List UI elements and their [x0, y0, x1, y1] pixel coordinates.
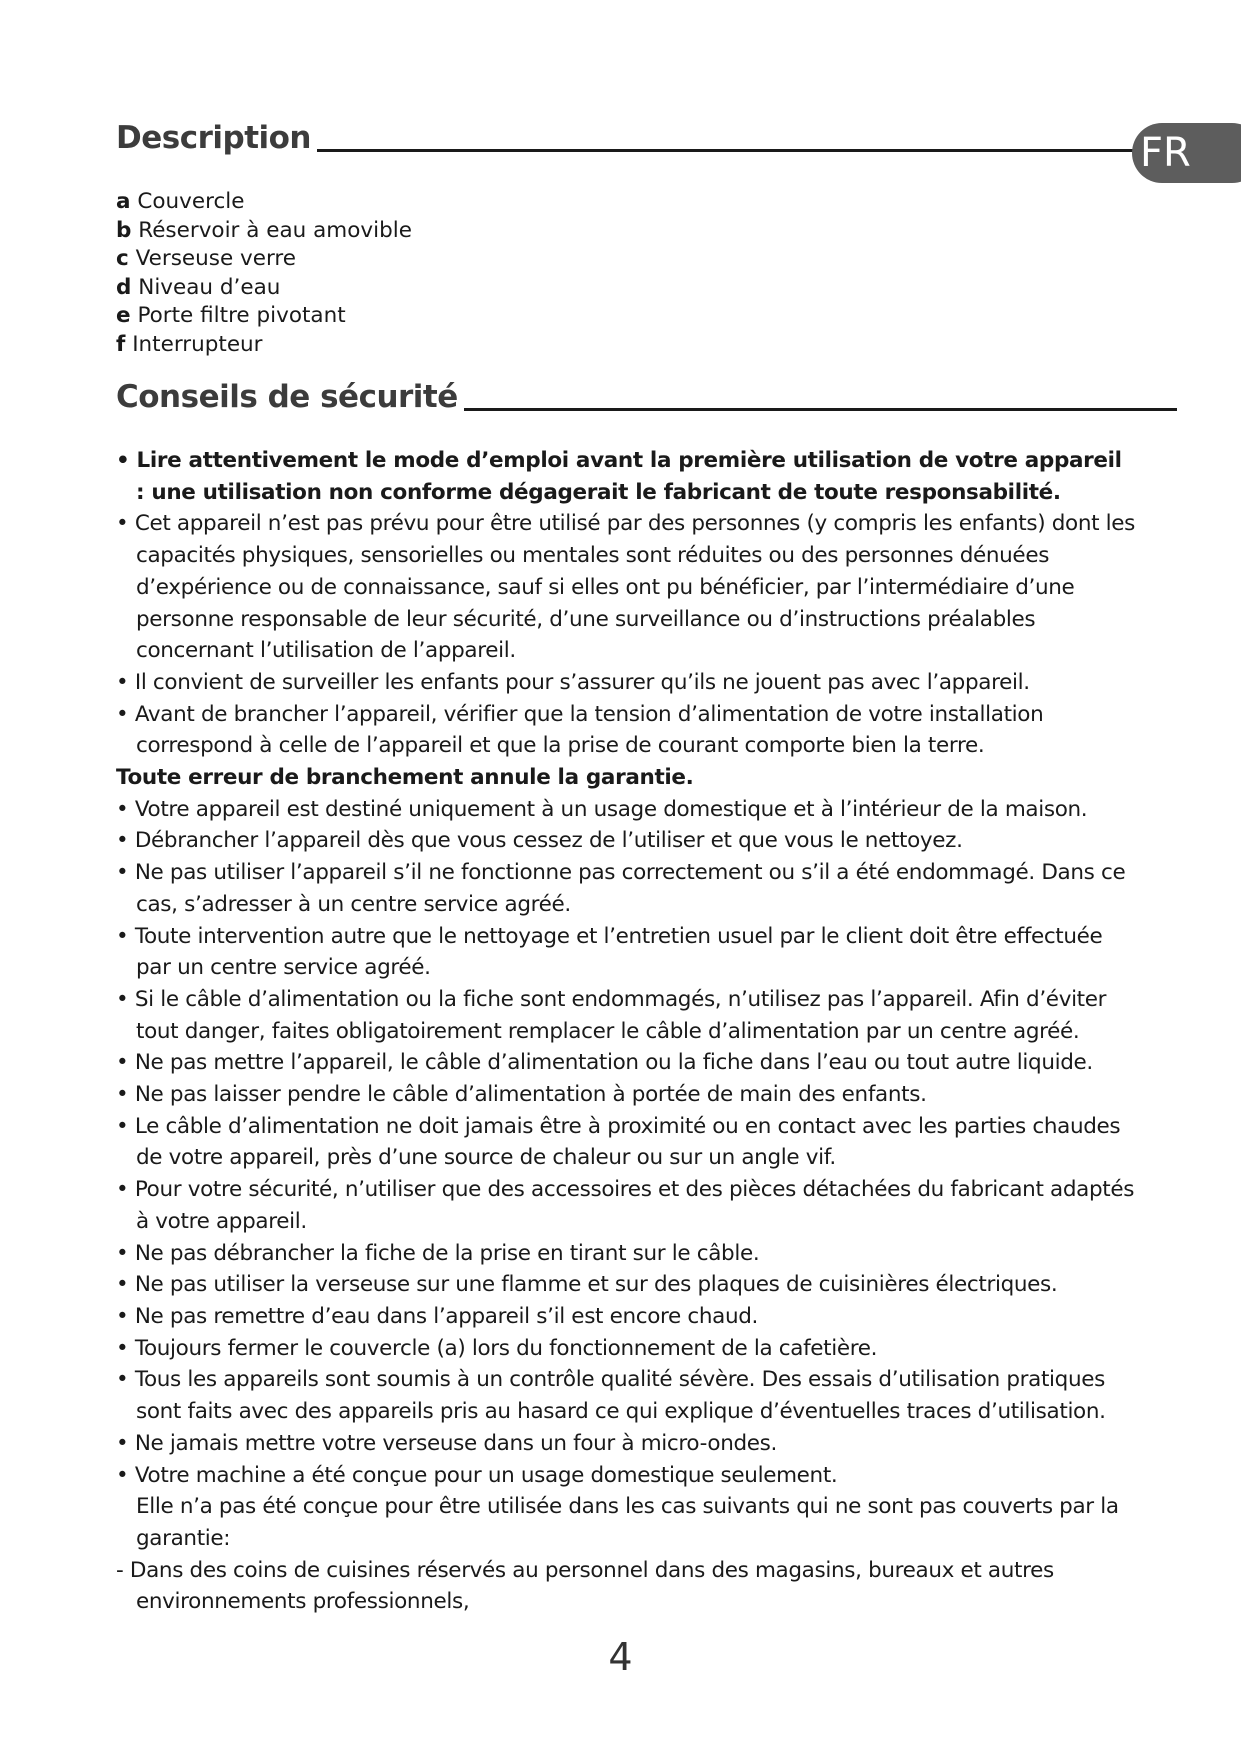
list-item — [116, 274, 412, 303]
item-text: Réservoir à eau amovible — [138, 217, 412, 243]
list-item — [116, 217, 412, 246]
safety-item — [116, 794, 1136, 826]
safety-item — [116, 1269, 1136, 1301]
exclusion-item — [116, 1555, 1136, 1618]
safety-item-text: Ne pas utiliser l’appareil s’il ne fonctionne pas correctement ou s’il a été endommagé. Dans ce cas, s’adresser à un centre service agréé. — [134, 860, 1126, 917]
safety-item — [116, 1428, 1136, 1460]
bullet: • — [116, 1335, 129, 1361]
safety-item — [116, 1111, 1136, 1174]
domestic-note: Elle n’a pas été conçue pour être utilisée dans les cas suivants qui ne sont pas couverts par la garantie: — [136, 1494, 1119, 1551]
safety-item-text: Toute intervention autre que le nettoyage et l’entretien usuel par le client doit être effectuée par un centre service agréé. — [134, 923, 1103, 981]
bullet: • — [116, 511, 129, 537]
bullet: • — [116, 1367, 129, 1393]
safety-item — [116, 1238, 1136, 1270]
safety-item — [116, 1364, 1136, 1427]
bullet: • — [116, 796, 129, 822]
item-key: e — [116, 303, 131, 328]
bullet: • — [116, 986, 129, 1012]
safety-item-text: Ne pas débrancher la fiche de la prise en tirant sur le câble. — [134, 1240, 760, 1266]
safety-item — [116, 1174, 1136, 1237]
safety-item-text: Avant de brancher l’appareil, vérifier que la tension d’alimentation de votre installation correspond à celle de l’appareil et que la prise de courant comporte bien la terre. — [134, 701, 1044, 759]
safety-item-text: Si le câble d’alimentation ou la fiche sont endommagés, n’utilisez pas l’appareil. Afin d’éviter tout danger, faites obligatoirement remplacer le câble d’alimentation par un centre agréé. — [134, 986, 1107, 1044]
warranty-note: Toute erreur de branchement annule la garantie. — [116, 765, 694, 791]
safety-title: Conseils de sécurité — [116, 379, 458, 415]
bullet: • — [116, 923, 129, 949]
safety-item-text: Le câble d’alimentation ne doit jamais être à proximité ou en contact avec les parties chaudes de votre appareil, près d’une source de chaleur ou sur un angle vif. — [134, 1113, 1121, 1171]
safety-item-text: Toujours fermer le couvercle (a) lors du fonctionnement de la cafetière. — [134, 1335, 878, 1361]
safety-item — [116, 699, 1136, 762]
safety-item — [116, 1333, 1136, 1365]
bullet: • — [116, 860, 129, 886]
bullet: • — [116, 1177, 129, 1203]
safety-heading — [116, 379, 1177, 415]
safety-item — [116, 667, 1136, 699]
safety-item-text: Cet appareil n’est pas prévu pour être utilisé par des personnes (y compris les enfants) dont les capacités physiques, sensorielles ou mentales sont réduites ou des personnes dénuées d’expérience ou de connaissance, sauf si elles ont pu bénéficier, par l’intermédiaire d’une personne responsable de leur sécurité, d’une surveillance ou d’instructions préalables concernant l’utilisation de l’appareil. — [134, 511, 1136, 664]
safety-item — [116, 1460, 1136, 1492]
bullet: • — [116, 669, 129, 695]
item-key: b — [116, 217, 132, 243]
safety-instructions — [116, 445, 1136, 1618]
safety-item — [116, 984, 1136, 1047]
safety-item — [116, 825, 1136, 857]
item-key: f — [116, 331, 126, 357]
safety-item — [116, 921, 1136, 984]
safety-item-text: Pour votre sécurité, n’utiliser que des accessoires et des pièces détachées du fabricant adaptés à votre appareil. — [134, 1177, 1135, 1234]
heading-rule — [317, 149, 1169, 152]
parts-list — [116, 188, 412, 359]
safety-item — [116, 857, 1136, 920]
safety-item-text: Débrancher l’appareil dès que vous cessez de l’utiliser et que vous le nettoyez. — [134, 828, 963, 854]
safety-item — [116, 1079, 1136, 1111]
safety-item-text: Ne pas remettre d’eau dans l’appareil s’il est encore chaud. — [134, 1303, 759, 1329]
bullet: • — [116, 1303, 129, 1329]
safety-item-text: Il convient de surveiller les enfants pour s’assurer qu’ils ne jouent pas avec l’appareil. — [134, 669, 1030, 695]
bullet: • — [116, 1240, 129, 1266]
description-heading — [116, 120, 1169, 156]
safety-item — [116, 1047, 1136, 1079]
safety-item-text: Tous les appareils sont soumis à un contrôle qualité sévère. Des essais d’utilisation pratiques sont faits avec des appareils pris au hasard ce qui explique d’éventuelles traces d’utilisation. — [134, 1367, 1106, 1425]
safety-item-text: Ne pas utiliser la verseuse sur une flamme et sur des plaques de cuisinières électriques. — [134, 1272, 1058, 1298]
safety-item — [116, 445, 1136, 508]
list-item — [116, 331, 412, 360]
dash: - — [116, 1557, 124, 1583]
safety-item-text: Ne jamais mettre votre verseuse dans un four à micro-ondes. — [134, 1430, 778, 1456]
list-item — [116, 188, 412, 217]
safety-item-text: Lire attentivement le mode d’emploi avant la première utilisation de votre appareil : une utilisation non conforme dégagerait le fabricant de toute responsabilité. — [136, 448, 1122, 505]
bullet: • — [116, 1430, 129, 1456]
item-text: Porte filtre pivotant — [137, 303, 346, 328]
item-text: Verseuse verre — [135, 246, 297, 271]
safety-item-text: Votre machine a été conçue pour un usage domestique seulement. — [134, 1462, 838, 1488]
item-key: a — [116, 189, 131, 214]
item-text: Couvercle — [137, 189, 245, 214]
language-tab: FR — [1132, 123, 1241, 183]
page-number: 4 — [608, 1635, 633, 1679]
item-text: Interrupteur — [132, 331, 263, 357]
exclusion-item-text: Dans des coins de cuisines réservés au personnel dans des magasins, bureaux et autres environnements professionnels, — [129, 1557, 1054, 1615]
bullet: • — [116, 1113, 129, 1139]
bullet: • — [116, 1462, 129, 1488]
bullet: • — [116, 448, 130, 473]
item-text: Niveau d’eau — [138, 274, 281, 300]
item-key: c — [116, 246, 129, 271]
item-key: d — [116, 274, 132, 300]
safety-item — [116, 508, 1136, 667]
description-title: Description — [116, 120, 312, 156]
safety-item — [116, 1301, 1136, 1333]
safety-item-text: Ne pas mettre l’appareil, le câble d’alimentation ou la fiche dans l’eau ou tout autre liquide. — [134, 1050, 1093, 1076]
bullet: • — [116, 1272, 129, 1298]
heading-rule — [464, 408, 1177, 411]
bullet: • — [116, 1082, 129, 1108]
bullet: • — [116, 828, 129, 854]
bullet: • — [116, 1050, 129, 1076]
list-item — [116, 245, 412, 274]
safety-item-text: Votre appareil est destiné uniquement à un usage domestique et à l’intérieur de la maison. — [134, 796, 1088, 822]
bullet: • — [116, 701, 129, 727]
list-item — [116, 302, 412, 331]
safety-item-text: Ne pas laisser pendre le câble d’alimentation à portée de main des enfants. — [134, 1082, 927, 1108]
